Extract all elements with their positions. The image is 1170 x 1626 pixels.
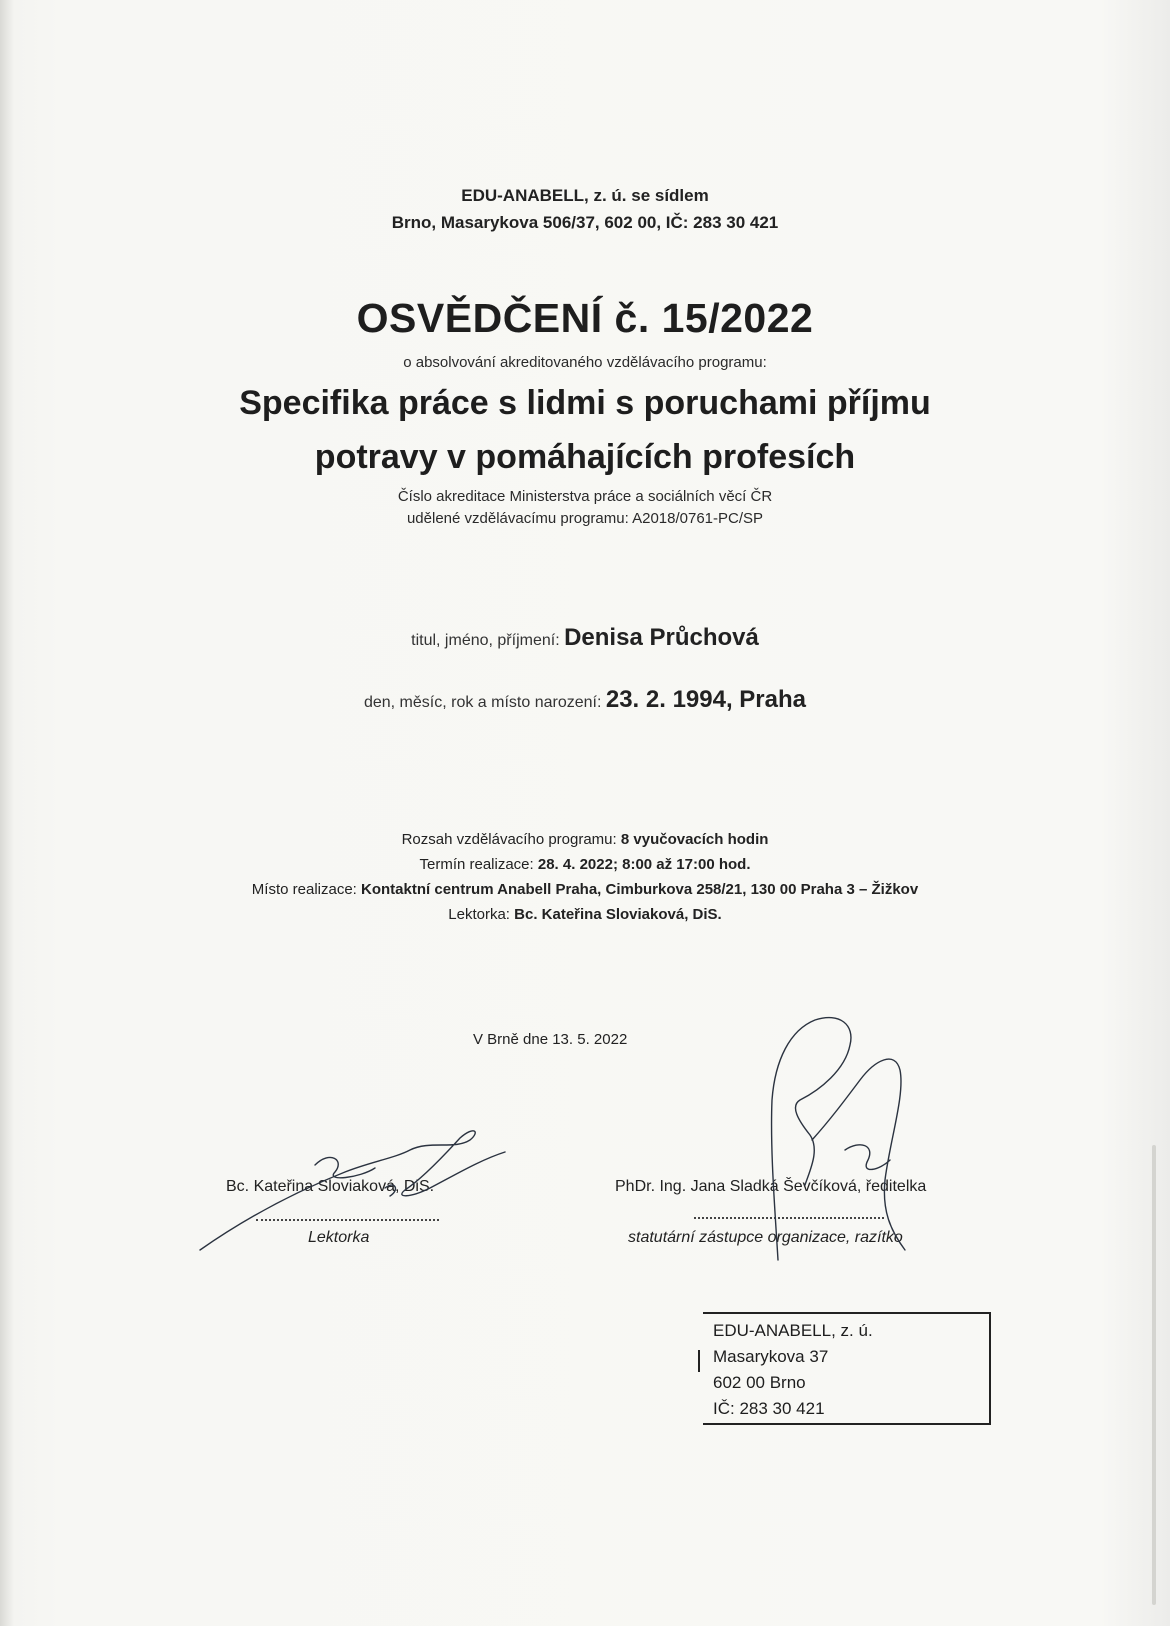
- director-role: statutární zástupce organizace, razítko: [628, 1229, 903, 1246]
- accreditation-line-2: udělené vzdělávacímu programu: A2018/0761-PC/SP: [406, 510, 764, 527]
- stamp-line-1: EDU-ANABELL, z. ú.: [713, 1321, 873, 1340]
- lecturer-value: Bc. Kateřina Sloviaková, DiS.: [514, 906, 722, 923]
- birth-label: den, měsíc, rok a místo narození:: [363, 694, 602, 711]
- certificate-subtitle: o absolvování akreditovaného vzdělávacího programu:: [403, 354, 767, 371]
- term-label: Termín realizace:: [419, 856, 534, 873]
- issuer-line-1: EDU-ANABELL, z. ú. se sídlem: [461, 186, 709, 205]
- organization-stamp: [703, 1312, 991, 1425]
- program-line-2: potravy v pomáhajících profesích: [314, 438, 856, 476]
- stamp-line-4: IČ: 283 30 421: [713, 1399, 825, 1418]
- lecturer-role: Lektorka: [308, 1229, 370, 1246]
- accreditation-info: [0, 486, 1170, 530]
- lecturer-label: Lektorka:: [448, 906, 510, 923]
- director-signature-name: PhDr. Ing. Jana Sladká Ševčíková, ředitelka: [615, 1178, 927, 1195]
- name-label: titul, jméno, příjmení:: [411, 632, 560, 649]
- issuer-header: [0, 182, 1170, 236]
- term-value: 28. 4. 2022; 8:00 až 17:00 hod.: [537, 856, 751, 873]
- place-label: Místo realizace:: [251, 881, 357, 898]
- director-signature-line: [694, 1205, 884, 1219]
- issue-date-place: V Brně dne 13. 5. 2022: [473, 1031, 628, 1048]
- certificate-title: OSVĚDČENÍ č. 15/2022: [356, 295, 814, 341]
- name-field: [0, 624, 1170, 652]
- program-name: [0, 376, 1170, 484]
- lecturer-row: [0, 902, 1170, 927]
- stamp-line-3: 602 00 Brno: [713, 1373, 806, 1392]
- birth-value: 23. 2. 1994, Praha: [605, 686, 807, 713]
- birth-field: [0, 686, 1170, 714]
- scrollbar[interactable]: [1152, 1145, 1156, 1605]
- stamp-line-2: Masarykova 37: [713, 1347, 829, 1366]
- stamp-edge-mark: [698, 1350, 700, 1372]
- term-row: [0, 852, 1170, 877]
- scope-value: 8 vyučovacích hodin: [620, 831, 769, 848]
- name-value: Denisa Průchová: [564, 624, 759, 651]
- place-row: [0, 877, 1170, 902]
- program-details: [0, 827, 1170, 927]
- place-value: Kontaktní centrum Anabell Praha, Cimburkova 258/21, 130 00 Praha 3 – Žižkov: [361, 881, 919, 898]
- scope-label: Rozsah vzdělávacího programu:: [401, 831, 617, 848]
- issuer-line-2: Brno, Masarykova 506/37, 602 00, IČ: 283 30 421: [391, 213, 779, 232]
- lecturer-signature-line: [256, 1207, 439, 1221]
- program-line-1: Specifika práce s lidmi s poruchami příjmu: [239, 384, 931, 422]
- scope-row: [0, 827, 1170, 852]
- lecturer-signature-name: Bc. Kateřina Sloviaková, DiS.: [226, 1178, 435, 1195]
- accreditation-line-1: Číslo akreditace Ministerstva práce a sociálních věcí ČR: [397, 488, 773, 505]
